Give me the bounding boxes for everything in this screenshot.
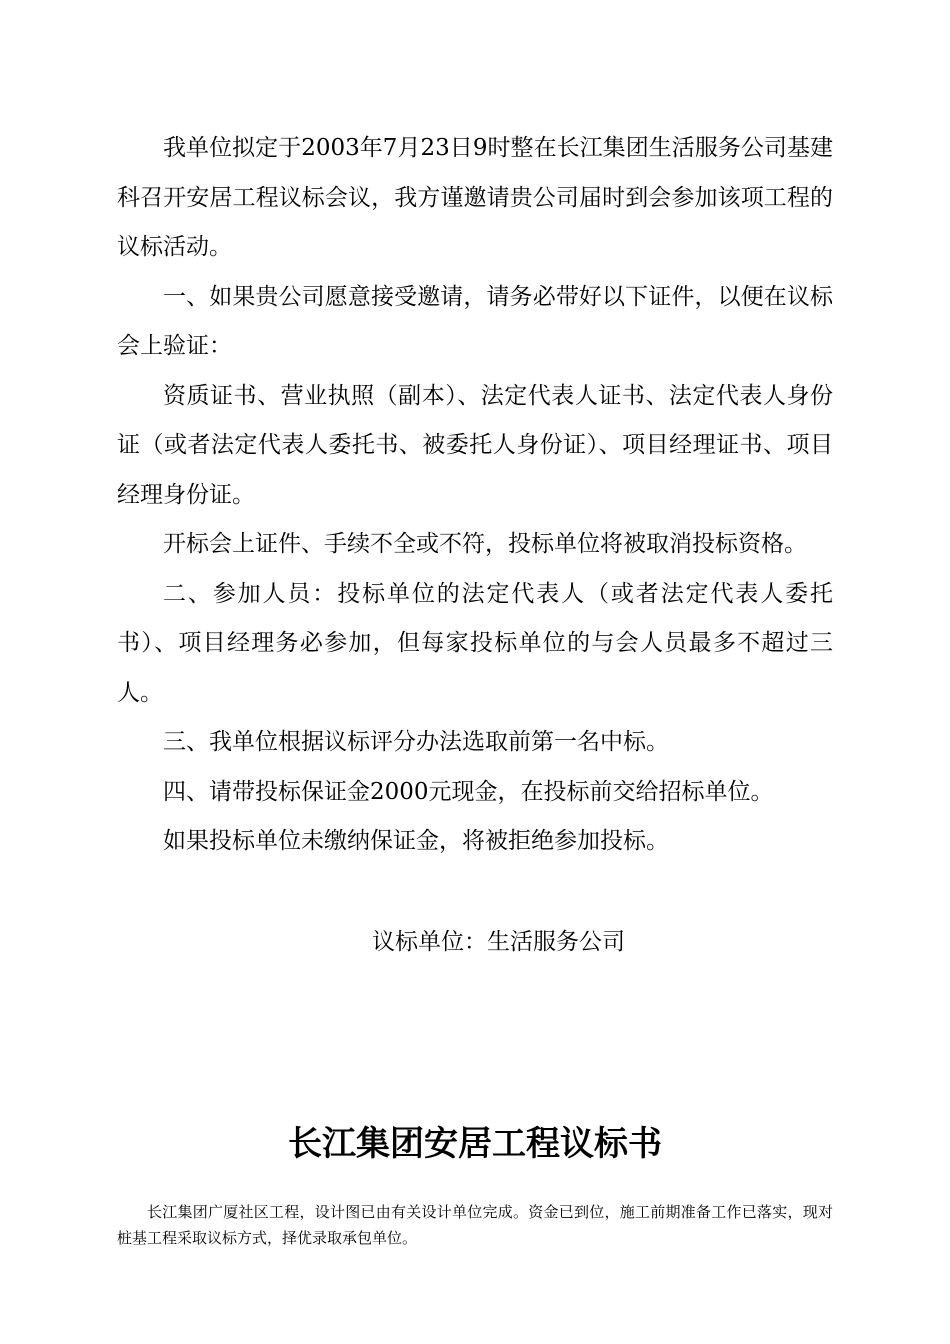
invitation-notice-body <box>117 124 833 867</box>
notice-paragraph-disqualification: 开标会上证件、手续不全或不符，投标单位将被取消投标资格。 <box>163 531 807 557</box>
notice-paragraph-item-four-deposit: 四、请带投标保证金2000元现金，在投标前交给招标单位。 <box>163 778 774 805</box>
notice-signature: 议标单位：生活服务公司 <box>372 929 625 955</box>
notice-paragraph-item-two-attendees: 二、参加人员：投标单位的法定代表人（或者法定代表人委托书）、项目经理务必参加，但每家投标单位的与会人员最多不超过三人。 <box>117 580 833 706</box>
notice-paragraph-item-three-selection: 三、我单位根据议标评分办法选取前第一名中标。 <box>163 729 669 755</box>
notice-paragraph-required-documents: 资质证书、营业执照（副本）、法定代表人证书、法定代表人身份证（或者法定代表人委托书、被委托人身份证）、项目经理证书、项目经理身份证。 <box>117 382 833 508</box>
notice-paragraph-deposit-warning: 如果投标单位未缴纳保证金，将被拒绝参加投标。 <box>163 828 669 854</box>
document-intro-paragraph: 长江集团广厦社区工程，设计图已由有关设计单位完成。资金已到位，施工前期准备工作已落实，现对桩基工程采取议标方式，择优录取承包单位。 <box>117 1203 833 1247</box>
notice-paragraph-meeting-invitation: 我单位拟定于2003年7月23日9时整在长江集团生活服务公司基建科召开安居工程议标会议，我方谨邀请贵公司届时到会参加该项工程的议标活动。 <box>117 135 833 260</box>
notice-paragraph-item-one: 一、如果贵公司愿意接受邀请，请务必带好以下证件，以便在议标会上验证： <box>117 283 833 359</box>
document-title: 长江集团安居工程议标书 <box>288 1124 662 1164</box>
